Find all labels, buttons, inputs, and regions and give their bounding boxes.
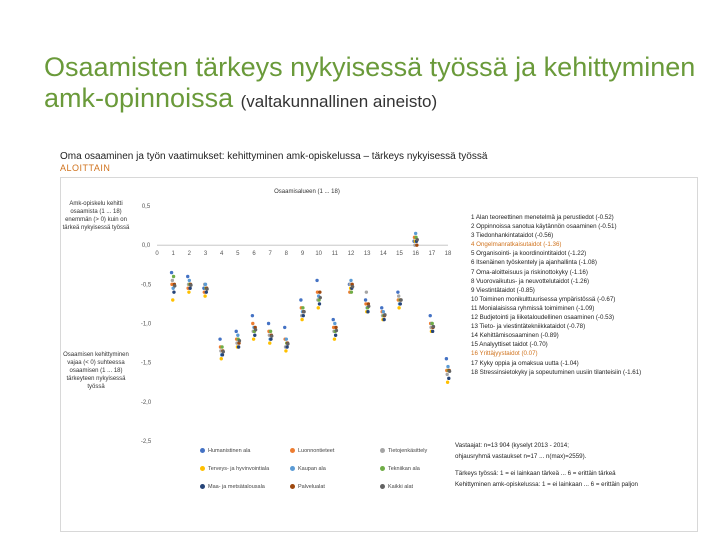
data-point <box>220 345 223 348</box>
legend-label: Luonnontieteet <box>298 448 335 454</box>
data-point <box>445 357 448 360</box>
data-point <box>317 306 320 309</box>
data-point <box>299 298 302 301</box>
x-tick-label: 12 <box>347 251 355 258</box>
x-tick-label: 6 <box>252 251 256 258</box>
slide-subtitle: Oma osaaminen ja työn vaatimukset: kehittyminen amk-opiskelussa – tärkeys nykyisessä työssä <box>60 151 488 162</box>
data-point <box>446 365 449 368</box>
title-sub: (valtakunnallinen aineisto) <box>240 92 438 111</box>
note-line-2: ohjausryhmä vastaukset n=17 ... n(max)=2559). <box>455 453 587 460</box>
data-point <box>350 290 353 293</box>
data-point <box>415 243 418 246</box>
legend-swatch <box>290 448 295 453</box>
data-point <box>335 329 338 332</box>
category-item: 2 Oppinnoissa sanotua käytännön osaaminen (-0.51) <box>471 223 617 231</box>
data-point <box>302 314 305 317</box>
x-tick-label: 8 <box>284 251 289 258</box>
x-tick-label: 14 <box>379 251 387 258</box>
data-point <box>431 322 434 325</box>
legend-label: Palvelualat <box>298 484 325 490</box>
legend-label: Kaupan ala <box>298 466 326 472</box>
chart-title: Osaamisalueen (1 ... 18) <box>274 189 340 195</box>
x-tick-label: 0 <box>155 251 159 258</box>
data-point <box>397 294 400 297</box>
category-item: 1 Alan teoreettinen menetelmä ja perustiedot (-0.52) <box>471 214 614 221</box>
legend-item <box>380 466 420 472</box>
legend-swatch <box>290 466 295 471</box>
data-point <box>268 341 271 344</box>
category-item: 9 Viestintätaidot (-0.85) <box>471 286 535 294</box>
data-point <box>319 296 322 299</box>
data-point <box>204 283 207 286</box>
y-tick-label: -2,0 <box>140 399 152 406</box>
data-point <box>283 326 286 329</box>
data-point <box>334 326 337 329</box>
data-point <box>236 334 239 337</box>
data-point <box>171 298 174 301</box>
data-point <box>302 310 305 313</box>
data-point <box>220 357 223 360</box>
data-point <box>253 334 256 337</box>
category-item: 18 Stressinsietokyky ja sopeutuminen uusiin tilanteisiin (-1.61) <box>471 368 642 376</box>
data-point <box>383 313 386 316</box>
legend-item <box>380 484 413 490</box>
legend-swatch <box>290 484 295 489</box>
data-point <box>399 298 402 301</box>
data-point <box>284 349 287 352</box>
data-point <box>432 325 435 328</box>
y-tick-label: -1,5 <box>140 360 152 367</box>
x-tick-label: 10 <box>315 251 323 258</box>
legend-swatch <box>380 466 385 471</box>
category-item: 17 Kyky oppia ja omaksua uutta (-1.04) <box>471 359 579 367</box>
data-point <box>188 287 191 290</box>
data-point <box>429 314 432 317</box>
note-line-4: Kehittyminen amk-opiskelussa: 1 = ei lainkaan ... 6 = erittäin paljon <box>455 481 638 488</box>
legend-label: Maa- ja metsätalousala <box>208 484 265 490</box>
data-point <box>382 318 385 321</box>
data-point <box>235 330 238 333</box>
data-point <box>285 337 288 340</box>
data-point <box>237 345 240 348</box>
data-point <box>218 337 221 340</box>
data-point <box>286 342 289 345</box>
y-tick-label: 0,0 <box>141 243 151 250</box>
data-point <box>172 275 175 278</box>
data-point <box>186 275 189 278</box>
data-point <box>351 285 354 288</box>
x-tick-label: 9 <box>300 251 305 258</box>
data-point <box>301 306 304 309</box>
legend-item <box>290 484 325 490</box>
y-label-top: Amk-opiskelu kehitti osaamista (1 ... 18) enemmän (> 0) kuin on tärkeä nykyisessä työssä <box>62 201 130 231</box>
category-item: 16 Yrittäjyystaidot (0.07) <box>471 350 538 358</box>
x-tick-label: 1 <box>171 251 175 258</box>
data-point <box>171 279 174 282</box>
data-point <box>318 290 321 293</box>
data-point <box>238 339 241 342</box>
x-tick-label: 18 <box>444 251 452 258</box>
y-tick-label: -2,5 <box>140 439 152 445</box>
data-point <box>333 322 336 325</box>
data-point <box>254 328 257 331</box>
data-point <box>270 334 273 337</box>
data-point <box>285 345 288 348</box>
category-item: 13 Tieto- ja viestintätekniikkataidot (-0.78) <box>471 323 586 331</box>
category-item: 10 Toiminen monikulttuurisessa ympäristössä (-0.67) <box>471 295 616 303</box>
data-point <box>333 337 336 340</box>
x-tick-label: 13 <box>363 251 371 258</box>
data-point <box>399 302 402 305</box>
data-point <box>364 298 367 301</box>
y-tick-label: -1,0 <box>140 321 152 328</box>
data-point <box>431 330 434 333</box>
category-item: 15 Analyyttiset taidot (-0.70) <box>471 341 548 349</box>
data-point <box>447 377 450 380</box>
note-line-3: Tärkeys työssä: 1 = ei lainkaan tärkeä ... 6 = erittäin tärkeä <box>455 470 616 477</box>
y-tick-label: 0,5 <box>141 204 151 210</box>
category-item: 4 Ongelmanratkaisutaidot (-1.36) <box>471 241 562 249</box>
legend-swatch <box>200 448 205 453</box>
data-point <box>334 334 337 337</box>
category-item: 11 Monialaisissa ryhmissä toimiminen (-1.09) <box>471 304 595 312</box>
data-point <box>365 290 368 293</box>
data-point <box>349 279 352 282</box>
legend-label: Tekniikan ala <box>388 466 420 472</box>
category-item: 6 Itsenäinen työskentely ja ajanhallinta (-1.08) <box>471 259 597 267</box>
category-item: 14 Kehittämisosaaminen (-0.89) <box>471 332 559 340</box>
data-point <box>448 370 451 373</box>
data-point <box>251 314 254 317</box>
data-point <box>380 306 383 309</box>
legend-label: Tietojenkäsittely <box>388 448 428 454</box>
data-point <box>414 232 417 235</box>
data-point <box>366 310 369 313</box>
data-point <box>382 310 385 313</box>
legend-label: Humanistinen ala <box>208 448 251 454</box>
x-tick-label: 11 <box>331 251 338 258</box>
x-tick-label: 2 <box>187 251 192 258</box>
data-point <box>396 290 399 293</box>
data-point <box>221 353 224 356</box>
data-point <box>172 290 175 293</box>
x-tick-label: 7 <box>268 251 272 258</box>
data-point <box>205 287 208 290</box>
legend-label: Kaikki alat <box>388 484 414 490</box>
data-point <box>205 290 208 293</box>
data-point <box>252 337 255 340</box>
legend-item <box>290 448 334 454</box>
data-point <box>318 302 321 305</box>
data-point <box>446 373 449 376</box>
title-main: Osaamisten tärkeys nykyisessä työssä ja kehittyminen amk-opinnoissa <box>44 52 696 113</box>
legend-item <box>200 466 269 472</box>
data-point <box>267 322 270 325</box>
data-point <box>251 322 254 325</box>
data-point <box>315 279 318 282</box>
data-point <box>189 283 192 286</box>
legend-swatch <box>200 466 205 471</box>
data-point <box>416 238 419 241</box>
data-point <box>269 337 272 340</box>
data-point <box>188 279 191 282</box>
y-tick-label: -0,5 <box>140 282 152 289</box>
category-list <box>471 213 641 377</box>
legend-item <box>200 484 265 490</box>
x-tick-label: 4 <box>219 251 224 258</box>
data-point <box>173 284 176 287</box>
data-point <box>367 305 370 308</box>
data-point <box>446 381 449 384</box>
data-point <box>269 330 272 333</box>
legend-swatch <box>380 448 385 453</box>
x-tick-label: 16 <box>412 251 420 258</box>
x-tick-label: 15 <box>396 251 403 258</box>
category-item: 7 Oma-aloitteisuus ja riskinottokyky (-1.16) <box>471 268 588 276</box>
legend-item <box>380 448 427 454</box>
note-line-1: Vastaajat: n=13 904 (kyselyt 2013 - 2014; <box>455 442 569 449</box>
data-point <box>170 271 173 274</box>
data-point <box>187 290 190 293</box>
chart-notes <box>455 440 695 490</box>
legend-swatch <box>200 484 205 489</box>
data-point <box>332 318 335 321</box>
data-point <box>203 294 206 297</box>
category-item: 8 Vuorovaikutus- ja neuvottelutaidot (-1.26) <box>471 277 590 285</box>
data-point <box>222 350 225 353</box>
x-tick-label: 3 <box>203 251 208 258</box>
category-item: 3 Tiedonhankintataidot (-0.56) <box>471 232 554 240</box>
legend-label: Terveys- ja hyvinvointiala <box>208 466 270 472</box>
category-item: 5 Organisointi- ja koordinointitaidot (-1.22) <box>471 250 587 258</box>
legend-item <box>200 448 251 454</box>
legend-item <box>290 466 326 472</box>
y-label-bottom: Osaamisen kehittyminen vajaa (< 0) suhteessa osaamisen (1 ... 18) tärkeyteen nykyisessä työssä <box>63 352 129 390</box>
data-point <box>397 306 400 309</box>
x-tick-label: 5 <box>236 251 240 258</box>
slide-tag: ALOITTAIN <box>60 163 111 173</box>
data-point <box>300 318 303 321</box>
category-item: 12 Budjetointi ja liiketaloudellinen osaaminen (-0.53) <box>471 314 615 322</box>
x-tick-label: 17 <box>428 251 436 258</box>
legend-swatch <box>380 484 385 489</box>
